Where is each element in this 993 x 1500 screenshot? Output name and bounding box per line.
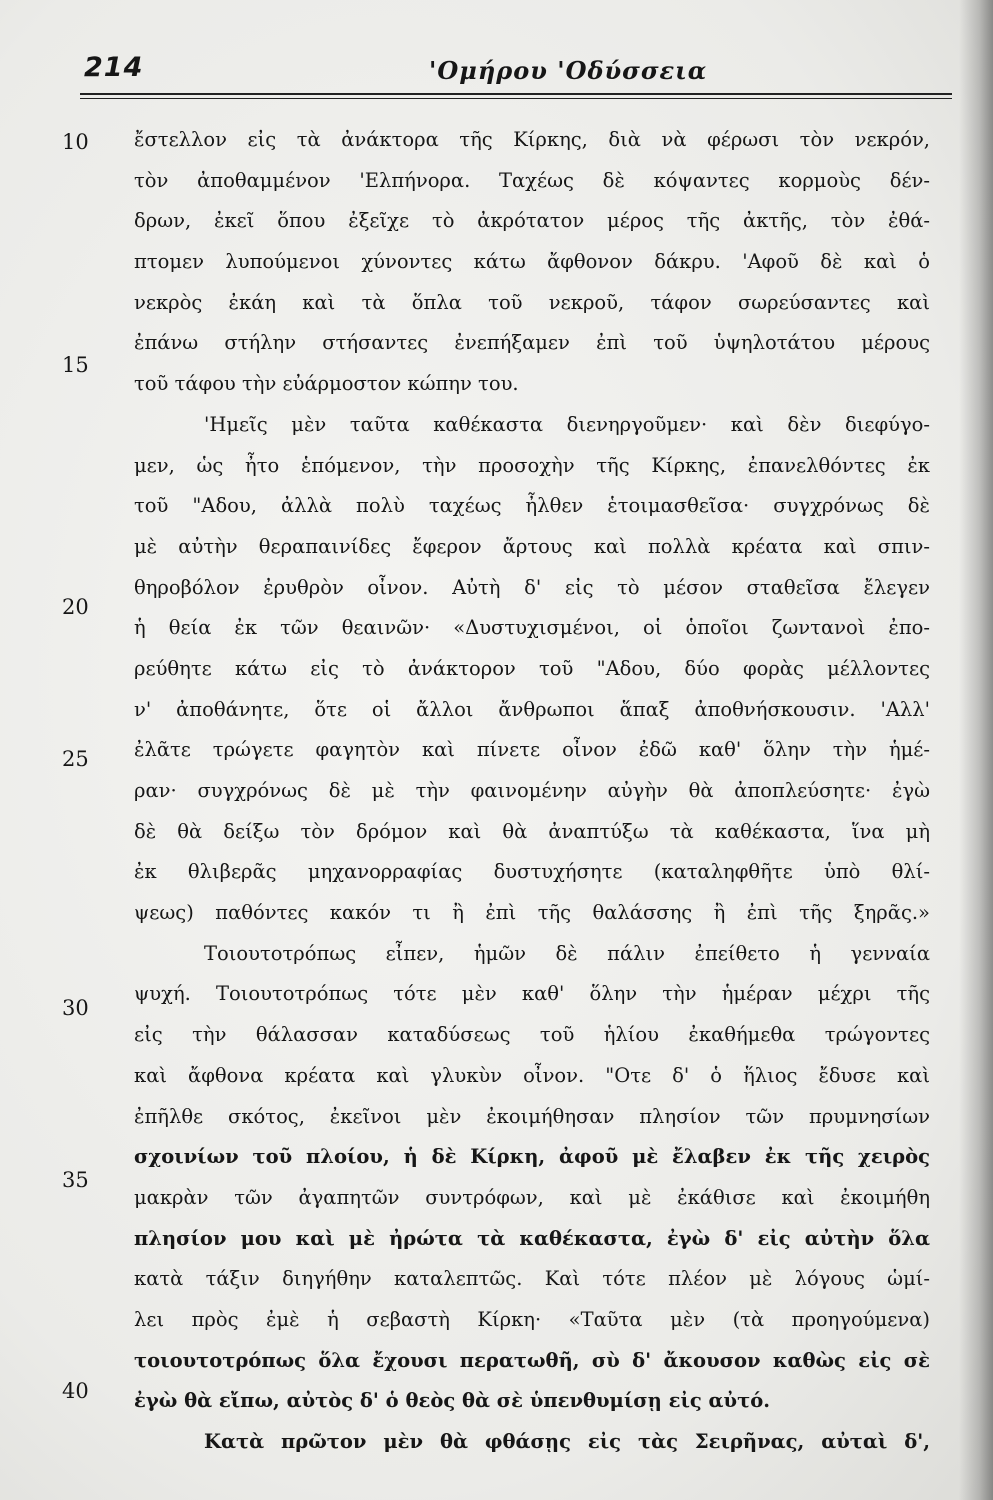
line-number: 40 <box>62 1379 89 1403</box>
text-line: θηροβόλον ἐρυθρὸν οἶνον. Αὐτὴ δ' εἰς τὸ μέσον σταθεῖσα ἔλεγεν <box>134 575 930 599</box>
line-number: 15 <box>62 353 89 377</box>
text-line: ραν· συγχρόνως δὲ μὲ τὴν φαινομένην αὐγὴν θὰ ἀποπλεύσητε· ἐγὼ <box>134 779 930 802</box>
text-line: δὲ θὰ δείξω τὸν δρόμον καὶ θὰ ἀναπτύξω τὰ καθέκαστα, ἵνα μὴ <box>134 819 930 843</box>
running-title: 'Ομήρου 'Οδύσσεια <box>429 56 708 85</box>
text-line: ἐπῆλθε σκότος, ἐκεῖνοι μὲν ἐκοιμήθησαν πλησίον τῶν πρυμνησίων <box>134 1104 930 1128</box>
text-line: τοῦ τάφου τὴν εὐάρμοστον κώπην του. <box>134 372 519 396</box>
text-line: κατὰ τάξιν διηγήθην καταλεπτῶς. Καὶ τότε πλέον μὲ λόγους ὡμί- <box>134 1267 930 1291</box>
text-line: δρων, ἐκεῖ ὅπου ἐξεῖχε τὸ ἀκρότατον μέρος τῆς ἀκτῆς, τὸν ἐθά- <box>134 209 930 233</box>
text-line: πλησίον μου καὶ μὲ ἠρώτα τὰ καθέκαστα, ἐγὼ δ' εἰς αὐτὴν ὅλα <box>134 1226 930 1250</box>
body-text <box>134 120 930 1463</box>
text-line: σχοινίων τοῦ πλοίου, ἡ δὲ Κίρκη, ἀφοῦ μὲ ἔλαβεν ἐκ τῆς χειρὸς <box>134 1145 930 1169</box>
text-line: ἔστελλον εἰς τὰ ἀνάκτορα τῆς Κίρκης, διὰ νὰ φέρωσι τὸν νεκρόν, <box>134 128 930 151</box>
page-header <box>84 52 940 96</box>
text-line: Κατὰ πρῶτον μὲν θὰ φθάσῃς εἰς τὰς Σειρῆνας, αὐταὶ δ', <box>204 1430 930 1453</box>
text-line: εἰς τὴν θάλασσαν καταδύσεως τοῦ ἡλίου ἐκαθήμεθα τρώγοντες <box>134 1023 930 1047</box>
text-line: τοῦ "Αδου, ἀλλὰ πολὺ ταχέως ἦλθεν ἑτοιμασθεῖσα· συγχρόνως δὲ <box>134 494 930 518</box>
text-line: ἐλᾶτε τρώγετε φαγητὸν καὶ πίνετε οἶνον ἐδῶ καθ' ὅλην τὴν ἡμέ- <box>134 738 930 762</box>
header-rule-thin <box>80 98 952 99</box>
header-rule <box>80 93 952 95</box>
text-line: ψεως) παθόντες κακόν τι ἢ ἐπὶ τῆς θαλάσσης ἢ ἐπὶ τῆς ξηρᾶς.» <box>134 901 930 925</box>
text-line: ἐπάνω στήλην στήσαντες ἐνεπήξαμεν ἐπὶ τοῦ ὑψηλοτάτου μέρους <box>134 331 930 355</box>
text-line: τοιουτοτρόπως ὅλα ἔχουσι περατωθῆ, σὺ δ' ἄκουσον καθὼς εἰς σὲ <box>134 1348 930 1372</box>
text-line: μεν, ὡς ἦτο ἑπόμενον, τὴν προσοχὴν τῆς Κίρκης, ἐπανελθόντες ἐκ <box>134 453 930 477</box>
text-line: μὲ αὐτὴν θεραπαινίδες ἔφερον ἄρτους καὶ πολλὰ κρέατα καὶ σπιν- <box>134 534 930 558</box>
line-number: 35 <box>62 1168 89 1192</box>
text-line: ν' ἀποθάνητε, ὅτε οἱ ἄλλοι ἄνθρωποι ἅπαξ ἀποθνήσκουσιν. 'Αλλ' <box>134 697 930 721</box>
line-number: 25 <box>62 747 89 771</box>
page-gutter-shadow <box>959 0 993 1500</box>
text-line: πτομεν λυπούμενοι χύνοντες κάτω ἄφθονον δάκρυ. 'Αφοῦ δὲ καὶ ὁ <box>134 250 930 274</box>
text-line: τὸν ἀποθαμμένον 'Ελπήνορα. Ταχέως δὲ κόψαντες κορμοὺς δέν- <box>134 168 930 192</box>
text-line: μακρὰν τῶν ἀγαπητῶν συντρόφων, καὶ μὲ ἐκάθισε καὶ ἐκοιμήθη <box>134 1185 930 1209</box>
text-line: καὶ ἄφθονα κρέατα καὶ γλυκὺν οἶνον. "Οτε δ' ὁ ἥλιος ἔδυσε καὶ <box>134 1063 930 1087</box>
text-line: 'Ημεῖς μὲν ταῦτα καθέκαστα διενηργοῦμεν· καὶ δὲν διεφύγο- <box>204 412 930 436</box>
line-number: 10 <box>62 130 89 154</box>
page-number: 214 <box>84 52 144 83</box>
text-line: λει πρὸς ἐμὲ ἡ σεβαστὴ Κίρκη· «Ταῦτα μὲν (τὰ προηγούμενα) <box>134 1307 930 1331</box>
text-line: ἐγὼ θὰ εἴπω, αὐτὸς δ' ὁ θεὸς θὰ σὲ ὑπενθυμίσῃ εἰς αὐτό. <box>134 1389 771 1413</box>
text-line: Τοιουτοτρόπως εἶπεν, ἡμῶν δὲ πάλιν ἐπείθετο ἡ γενναία <box>204 941 930 965</box>
text-line: ἡ θεία ἐκ τῶν θεαινῶν· «Δυστυχισμένοι, οἱ ὁποῖοι ζωντανοὶ ἐπο- <box>134 616 930 640</box>
line-number: 30 <box>62 996 89 1020</box>
text-line: ἐκ θλιβερᾶς μηχανορραφίας δυστυχήσητε (καταληφθῆτε ὑπὸ θλί- <box>134 860 930 884</box>
text-line: νεκρὸς ἐκάη καὶ τὰ ὅπλα τοῦ νεκροῦ, τάφον σωρεύσαντες καὶ <box>134 290 930 314</box>
text-line: ρεύθητε κάτω εἰς τὸ ἀνάκτορον τοῦ "Αδου, δύο φορὰς μέλλοντες <box>134 656 930 680</box>
line-number: 20 <box>62 595 89 619</box>
text-line: ψυχή. Τοιουτοτρόπως τότε μὲν καθ' ὅλην τὴν ἡμέραν μέχρι τῆς <box>134 982 930 1006</box>
